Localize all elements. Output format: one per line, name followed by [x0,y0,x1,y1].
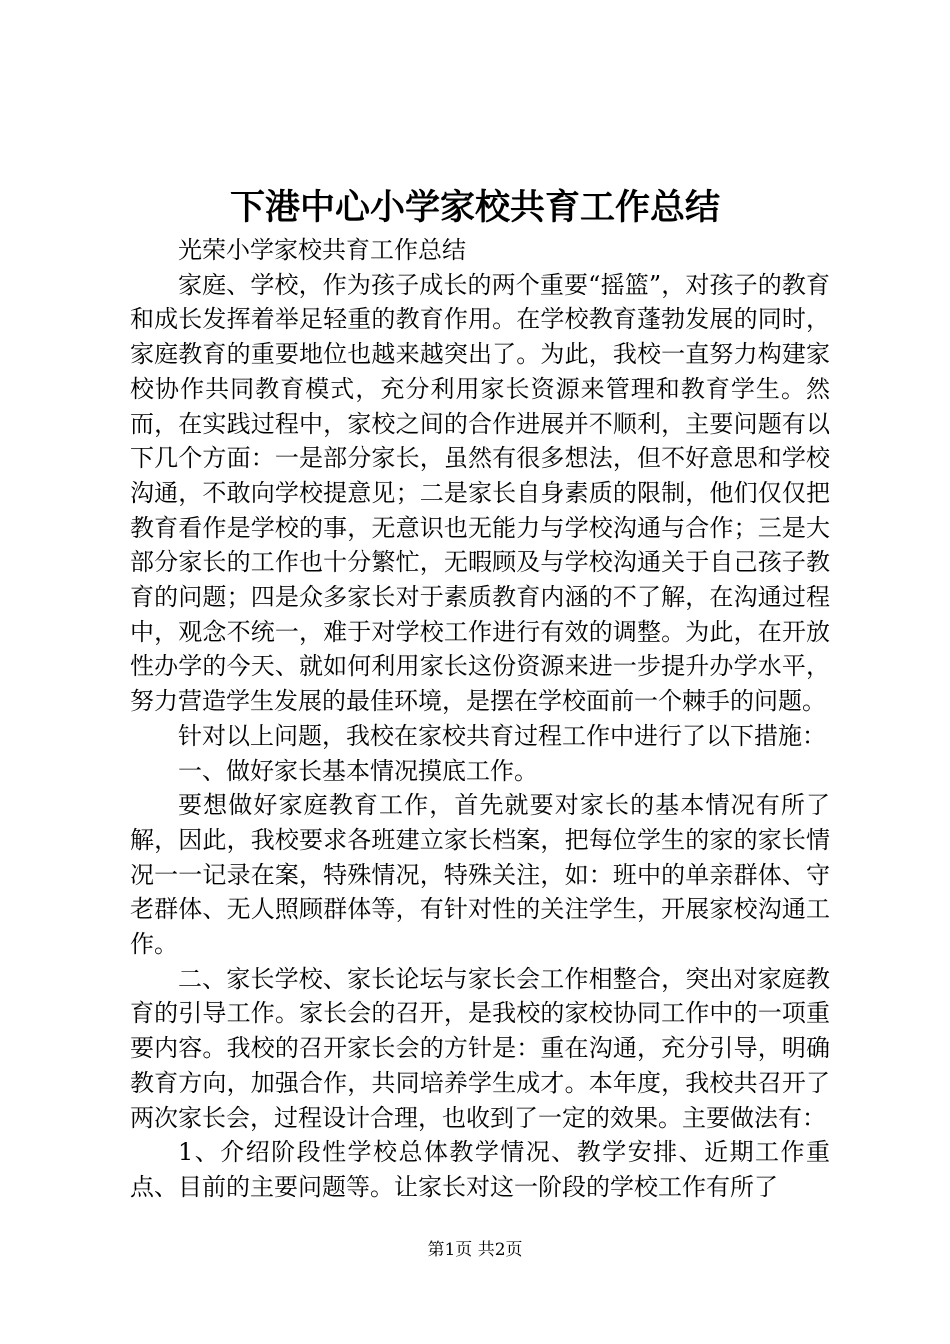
page-footer: 第1页 共2页 [427,1240,523,1260]
paragraph-section-1: 要想做好家庭教育工作，首先就要对家长的基本情况有所了解，因此，我校要求各班建立家长档案，把每位学生的家的家长情况一一记录在案，特殊情况，特殊关注，如：班中的单亲群体、守老群体、无人照顾群体等，有针对性的关注学生，开展家校沟通工作。 [130,791,830,959]
list-item-1: 1、介绍阶段性学校总体教学情况、教学安排、近期工作重点、目前的主要问题等。让家长对这一阶段的学校工作有所了 [130,1138,830,1201]
paragraph-measures-intro: 针对以上问题，我校在家校共育过程工作中进行了以下措施： [178,721,826,750]
document-body [130,233,830,1205]
paragraph-intro: 家庭、学校，作为孩子成长的两个重要“摇篮”，对孩子的教育和成长发挥着举足轻重的教育作用。在学校教育蓬勃发展的同时，家庭教育的重要地位也越来越突出了。为此，我校一直努力构建家校协作共同教育模式，充分利用家长资源来管理和教育学生。然而，在实践过程中，家校之间的合作进展并不顺利，主要问题有以下几个方面：一是部分家长，虽然有很多想法，但不好意思和学校沟通，不敢向学校提意见；二是家长自身素质的限制，他们仅仅把教育看作是学校的事，无意识也无能力与学校沟通与合作；三是大部分家长的工作也十分繁忙，无暇顾及与学校沟通关于自己孩子教育的问题；四是众多家长对于素质教育内涵的不了解，在沟通过程中，观念不统一，难于对学校工作进行有效的调整。为此，在开放性办学的今天、就如何利用家长这份资源来进一步提升办学水平，努力营造学生发展的最佳环境，是摆在学校面前一个棘手的问题。 [130,270,830,716]
section-heading-2: 二、家长学校、家长论坛与家长会工作相整合，突出对家庭教育的引导工作。家长会的召开，是我校的家校协同工作中的一项重要内容。我校的召开家长会的方针是：重在沟通，充分引导，明确教育方向，加强合作，共同培养学生成才。本年度，我校共召开了两次家长会，过程设计合理，也收到了一定的效果。主要做法有： [130,964,830,1132]
section-heading-1: 一、做好家长基本情况摸底工作。 [178,756,538,785]
document-subtitle: 光荣小学家校共育工作总结 [178,236,466,264]
document-title: 下港中心小学家校共育工作总结 [229,187,720,228]
